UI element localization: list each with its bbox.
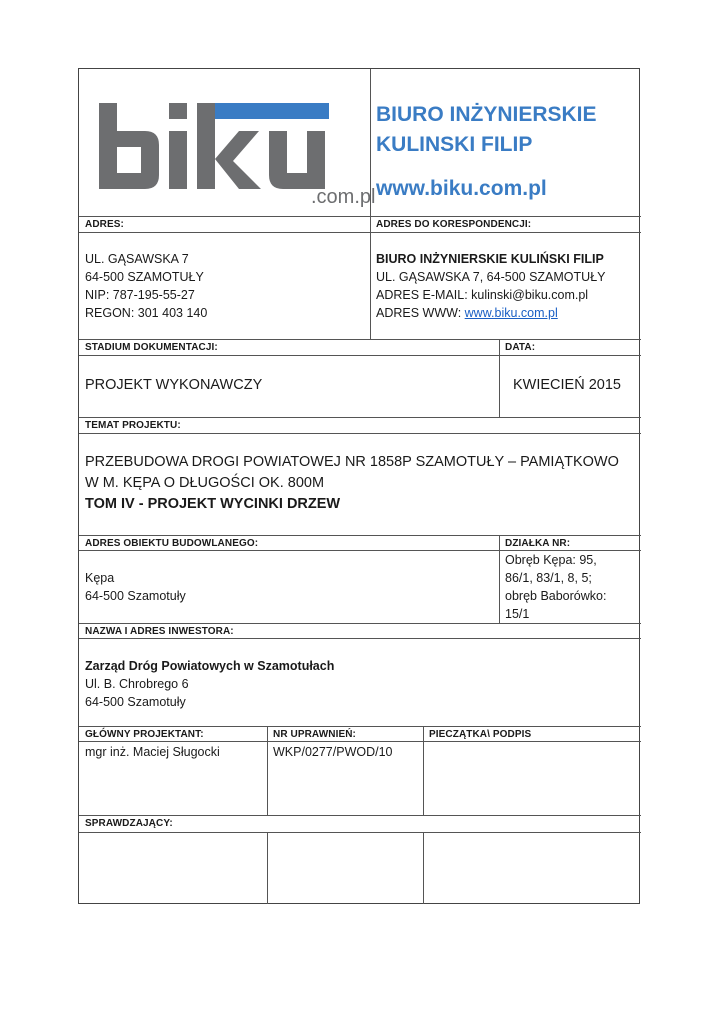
correspondence-www bbox=[376, 304, 558, 322]
investor-line: Ul. B. Chrobrego 6 bbox=[85, 677, 189, 691]
www-prefix: ADRES WWW: bbox=[376, 306, 465, 320]
topic-label: TEMAT PROJEKTU: bbox=[85, 420, 181, 431]
divider bbox=[79, 232, 641, 233]
divider bbox=[79, 417, 641, 418]
topic-line3: TOM IV - PROJEKT WYCINKI DRZEW bbox=[85, 496, 341, 512]
divider bbox=[79, 726, 641, 727]
object-line: Kępa bbox=[85, 571, 115, 585]
logo-suffix: .com.pl bbox=[311, 186, 376, 208]
divider bbox=[423, 832, 424, 904]
divider bbox=[79, 355, 641, 356]
divider bbox=[79, 815, 641, 816]
investor-name: Zarząd Dróg Powiatowych w Szamotułach bbox=[85, 659, 335, 673]
plot-line: 86/1, 83/1, 8, 5; bbox=[505, 571, 592, 585]
correspondence-name: BIURO INŻYNIERSKIE KULIŃSKI FILIP bbox=[376, 252, 604, 266]
divider bbox=[79, 623, 641, 624]
stage-label: STADIUM DOKUMENTACJI: bbox=[85, 342, 218, 353]
investor-line: 64-500 Szamotuły bbox=[85, 695, 186, 709]
address-line: NIP: 787-195-55-27 bbox=[85, 288, 195, 302]
divider bbox=[79, 832, 641, 833]
title-page-table bbox=[78, 68, 640, 904]
object-line: 64-500 Szamotuły bbox=[85, 589, 186, 603]
biku-logo bbox=[97, 99, 376, 209]
divider bbox=[499, 535, 500, 624]
investor-label: NAZWA I ADRES INWESTORA: bbox=[85, 626, 234, 637]
correspondence-label: ADRES DO KORESPONDENCJI: bbox=[376, 219, 532, 230]
correspondence-email: ADRES E-MAIL: kulinski@biku.com.pl bbox=[376, 288, 589, 302]
object-label: ADRES OBIEKTU BUDOWLANEGO: bbox=[85, 538, 259, 549]
address-label: ADRES: bbox=[85, 219, 124, 230]
correspondence-street: UL. GĄSAWSKA 7, 64-500 SZAMOTUŁY bbox=[376, 270, 606, 284]
divider bbox=[79, 339, 641, 340]
divider bbox=[79, 638, 641, 639]
divider bbox=[79, 741, 641, 742]
divider bbox=[79, 433, 641, 434]
website-link[interactable]: www.biku.com.pl bbox=[464, 306, 558, 320]
company-name-line1: BIURO INŻYNIERSKIE bbox=[376, 103, 597, 126]
plot-line: 15/1 bbox=[505, 607, 530, 621]
date-value: KWIECIEŃ 2015 bbox=[513, 377, 621, 393]
divider bbox=[267, 726, 268, 816]
address-line: REGON: 301 403 140 bbox=[85, 306, 208, 320]
designer-license: WKP/0277/PWOD/10 bbox=[273, 745, 393, 759]
divider bbox=[423, 726, 424, 816]
address-line: UL. GĄSAWSKA 7 bbox=[85, 252, 189, 266]
address-line: 64-500 SZAMOTUŁY bbox=[85, 270, 204, 284]
topic-line1: PRZEBUDOWA DROGI POWIATOWEJ NR 1858P SZAMOTUŁY – PAMIĄTKOWO bbox=[85, 454, 619, 470]
designer-name: mgr inż. Maciej Sługocki bbox=[85, 745, 220, 759]
company-website: www.biku.com.pl bbox=[376, 177, 547, 200]
date-label: DATA: bbox=[505, 342, 536, 353]
divider bbox=[267, 832, 268, 904]
stamp-label: PIECZĄTKA\ PODPIS bbox=[429, 729, 532, 740]
divider bbox=[79, 535, 641, 536]
plot-label: DZIAŁKA NR: bbox=[505, 538, 571, 549]
company-name-line2: KULINSKI FILIP bbox=[376, 133, 533, 156]
designer-role-label: GŁÓWNY PROJEKTANT: bbox=[85, 729, 204, 740]
stage-value: PROJEKT WYKONAWCZY bbox=[85, 377, 263, 393]
license-label: NR UPRAWNIEŃ: bbox=[273, 729, 356, 740]
divider bbox=[499, 339, 500, 418]
plot-line: Obręb Kępa: 95, bbox=[505, 553, 597, 567]
divider bbox=[79, 216, 641, 217]
topic-line2: W M. KĘPA O DŁUGOŚCI OK. 800M bbox=[85, 475, 325, 491]
checker-label: SPRAWDZAJĄCY: bbox=[85, 818, 173, 829]
plot-line: obręb Baborówko: bbox=[505, 589, 607, 603]
